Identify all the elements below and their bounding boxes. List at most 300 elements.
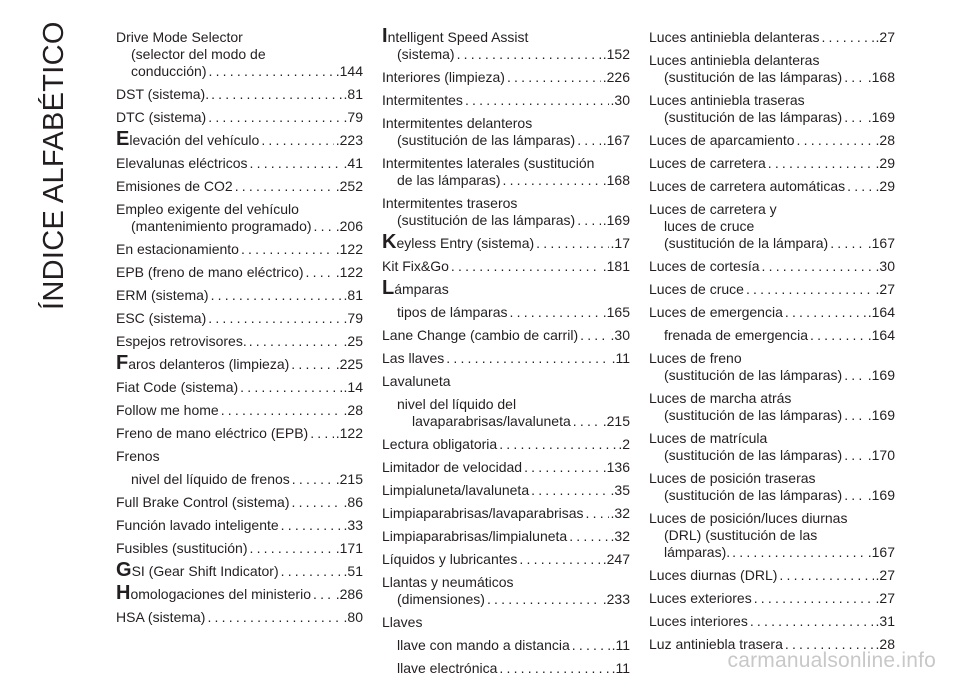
- entry-line: [116, 63, 363, 80]
- entry-label: Luces de posición traseras: [649, 470, 816, 486]
- entry-label: (sustitución de las lámparas): [397, 132, 576, 148]
- entry-page-number: .165: [602, 304, 630, 320]
- leader-dots: [451, 258, 601, 275]
- entry-line: [649, 527, 895, 544]
- entry-line: [649, 235, 895, 252]
- index-entry: [116, 559, 363, 581]
- entry-page-number: .167: [867, 235, 895, 251]
- index-entry: [649, 281, 895, 298]
- watermark: carmanualsonline.info: [727, 649, 936, 672]
- entry-line: [649, 29, 895, 46]
- leader-dots: [577, 132, 601, 149]
- entry-label: Emisiones de CO2: [116, 178, 233, 194]
- entry-line: [382, 591, 630, 608]
- entry-page-number: .86: [343, 494, 363, 510]
- index-entry: [649, 613, 895, 630]
- entry-label: Intermitentes traseros: [382, 195, 518, 211]
- entry-page-number: .122: [335, 425, 363, 441]
- entry-line: [382, 69, 630, 86]
- leader-dots: [519, 551, 600, 568]
- entry-line: [382, 25, 630, 47]
- entry-page-number: .168: [602, 172, 630, 188]
- leader-dots: [732, 544, 866, 561]
- leader-dots: [446, 350, 609, 367]
- entry-label: Frenos: [116, 448, 160, 464]
- entry-page-number: .11: [611, 637, 630, 653]
- entry-page-number: .286: [335, 586, 363, 602]
- entry-page-number: .30: [875, 258, 895, 274]
- entry-page-number: .33: [343, 517, 363, 533]
- entry-label: ERM (sistema): [116, 287, 209, 303]
- entry-label: lavaparabrisas/lavaluneta: [412, 413, 571, 429]
- entry-line: [116, 86, 363, 103]
- leader-dots: [292, 471, 334, 488]
- entry-label: Las llaves: [382, 350, 445, 366]
- entry-line: [649, 430, 895, 447]
- leader-dots: [313, 586, 334, 603]
- index-entry: [382, 660, 630, 677]
- index-entry: [382, 277, 630, 299]
- index-entry: [382, 327, 630, 344]
- index-entry: [382, 614, 630, 631]
- entry-label: Luces interiores: [649, 613, 748, 629]
- entry-page-number: .31: [875, 613, 895, 629]
- leader-dots: [768, 155, 874, 172]
- entry-page-number: .79: [343, 109, 363, 125]
- index-entry: [382, 459, 630, 476]
- leader-dots: [235, 178, 334, 195]
- index-entry: [649, 590, 895, 607]
- entry-page-number: .35: [610, 482, 630, 498]
- entry-label: (sustitución de las lámparas): [397, 212, 576, 228]
- entry-line: [116, 264, 363, 281]
- leader-dots: [750, 613, 874, 630]
- entry-label: DST (sistema).: [116, 86, 210, 102]
- entry-line: [382, 574, 630, 591]
- entry-line: [116, 559, 363, 581]
- entry-label: En estacionamiento: [116, 241, 239, 257]
- index-entry: [116, 109, 363, 126]
- index-entry: [116, 310, 363, 327]
- entry-line: [116, 582, 363, 604]
- entry-label: Lavaluneta: [382, 373, 451, 389]
- entry-page-number: .28: [343, 402, 363, 418]
- index-entry: [382, 436, 630, 453]
- entry-label: (sustitución de las lámparas): [664, 487, 843, 503]
- entry-line: [382, 212, 630, 229]
- leader-dots: [586, 505, 609, 522]
- leader-dots: [844, 447, 866, 464]
- index-entry: [649, 567, 895, 584]
- entry-page-number: .169: [602, 212, 630, 228]
- index-entry: [116, 86, 363, 103]
- index-entry: [116, 494, 363, 511]
- entry-label: Luces de carretera y: [649, 201, 777, 217]
- leader-dots: [291, 356, 333, 373]
- entry-line: [397, 660, 630, 677]
- leader-dots: [844, 109, 866, 126]
- entry-page-number: .32: [610, 505, 630, 521]
- entry-page-number: .2: [618, 436, 630, 452]
- entry-label: DTC (sistema): [116, 109, 207, 125]
- entry-label: Faros delanteros (limpieza): [116, 352, 290, 374]
- index-entry: [382, 155, 630, 189]
- index-column-2: [382, 25, 630, 683]
- leader-dots: [779, 567, 873, 584]
- entry-label: Interiores (limpieza): [382, 69, 505, 85]
- entry-line: [116, 448, 363, 465]
- leader-dots: [797, 132, 874, 149]
- entry-label: Luces antiniebla delanteras: [649, 29, 820, 45]
- leader-dots: [569, 528, 608, 545]
- entry-line: [649, 304, 895, 321]
- entry-line: [382, 482, 630, 499]
- entry-line: [649, 92, 895, 109]
- entry-label: llave electrónica: [397, 660, 498, 676]
- entry-page-number: .30: [610, 327, 630, 343]
- index-entry: [382, 231, 630, 253]
- index-entry: [649, 327, 895, 344]
- index-entry: [382, 574, 630, 608]
- entry-label: Luces exteriores: [649, 590, 752, 606]
- leader-dots: [524, 459, 601, 476]
- side-title-text: ÍNDICE ALFABÉTICO: [38, 21, 70, 310]
- entry-line: [116, 155, 363, 172]
- leader-dots: [310, 425, 334, 442]
- entry-line: [116, 201, 363, 218]
- index-entry: [382, 373, 630, 390]
- leader-dots: [810, 327, 866, 344]
- entry-label: Lane Change (cambio de carril): [382, 327, 579, 343]
- entry-label: (DRL) (sustitución de las: [664, 527, 818, 543]
- index-entry: [649, 52, 895, 86]
- index-entry: [116, 471, 363, 488]
- leader-dots: [221, 402, 342, 419]
- entry-page-number: .226: [602, 69, 630, 85]
- index-entry: [116, 29, 363, 80]
- entry-label: Intermitentes laterales (sustitución: [382, 155, 595, 171]
- leader-dots: [209, 63, 334, 80]
- index-entry: [382, 350, 630, 367]
- entry-page-number: .136: [602, 459, 630, 475]
- index-entry: [116, 155, 363, 172]
- entry-line: [382, 132, 630, 149]
- entry-label: (dimensiones): [397, 591, 485, 607]
- entry-line: [382, 277, 630, 299]
- entry-line: [116, 128, 363, 150]
- entry-label: (sustitución de las lámparas): [664, 69, 843, 85]
- entry-label: Intermitentes delanteros: [382, 115, 533, 131]
- index-entry: [649, 155, 895, 172]
- index-entry: [382, 482, 630, 499]
- entry-label: Luces de carretera automáticas: [649, 178, 846, 194]
- entry-label: Limitador de velocidad: [382, 459, 523, 475]
- index-entry: [116, 540, 363, 557]
- leader-dots: [572, 637, 610, 654]
- index-entry: [116, 425, 363, 442]
- entry-label: Luces de aparcamiento: [649, 132, 795, 148]
- entry-label: Lectura obligatoria: [382, 436, 498, 452]
- entry-page-number: .171: [335, 540, 363, 556]
- leader-dots: [499, 436, 616, 453]
- entry-line: [116, 517, 363, 534]
- entry-line: [649, 390, 895, 407]
- leader-dots: [249, 333, 342, 350]
- entry-line: [116, 29, 363, 46]
- entry-line: [649, 407, 895, 424]
- entry-line: [116, 494, 363, 511]
- index-entry: [382, 25, 630, 63]
- entry-label: Kit Fix&Go: [382, 258, 449, 274]
- entry-label: frenada de emergencia: [664, 327, 808, 343]
- entry-page-number: .41: [343, 155, 363, 171]
- index-entry: [116, 448, 363, 465]
- entry-line: [382, 92, 630, 109]
- entry-page-number: .80: [343, 609, 363, 625]
- entry-page-number: .233: [602, 591, 630, 607]
- index-side-title: [34, 20, 84, 310]
- leader-dots: [465, 92, 609, 109]
- entry-line: [649, 470, 895, 487]
- entry-page-number: .32: [610, 528, 630, 544]
- entry-line: [116, 287, 363, 304]
- entry-label: (sustitución de las lámparas): [664, 367, 843, 383]
- entry-line: [382, 258, 630, 275]
- entry-line: [649, 590, 895, 607]
- entry-label: llave con mando a distancia: [397, 637, 570, 653]
- entry-label: EPB (freno de mano eléctrico): [116, 264, 304, 280]
- index-entry: [116, 517, 363, 534]
- entry-page-number: .27: [875, 590, 895, 606]
- entry-line: [382, 172, 630, 189]
- entry-line: [382, 155, 630, 172]
- entry-page-number: .144: [335, 63, 363, 79]
- entry-label: Drive Mode Selector: [116, 29, 243, 45]
- entry-line: [649, 109, 895, 126]
- entry-label: Luces de freno: [649, 350, 742, 366]
- index-entry: [649, 430, 895, 464]
- leader-dots: [211, 86, 341, 103]
- leader-dots: [250, 540, 334, 557]
- entry-label: (sustitución de la lámpara): [664, 235, 829, 251]
- index-entry: [382, 69, 630, 86]
- index-entry: [116, 241, 363, 258]
- entry-label: Freno de mano eléctrico (EPB): [116, 425, 309, 441]
- leader-dots: [573, 413, 601, 430]
- entry-label: Llantas y neumáticos: [382, 574, 514, 590]
- leader-dots: [746, 281, 874, 298]
- index-entry: [116, 128, 363, 150]
- entry-line: [116, 46, 363, 63]
- entry-label: Intelligent Speed Assist: [382, 25, 529, 47]
- entry-page-number: .29: [875, 155, 895, 171]
- entry-page-number: .164: [867, 327, 895, 343]
- index-entry: [382, 505, 630, 522]
- entry-page-number: .81: [343, 287, 363, 303]
- index-entry: [382, 195, 630, 229]
- entry-label: (mantenimiento programado): [131, 218, 312, 234]
- entry-line: [382, 614, 630, 631]
- index-entry: [382, 528, 630, 545]
- index-entry: [649, 350, 895, 384]
- leader-dots: [503, 172, 601, 189]
- entry-line: [649, 52, 895, 69]
- entry-label: Limpialuneta/lavaluneta: [382, 482, 530, 498]
- entry-label: de las lámparas): [397, 172, 501, 188]
- index-entry: [382, 115, 630, 149]
- entry-label: Lámparas: [382, 277, 449, 299]
- entry-line: [649, 201, 895, 218]
- entry-line: [649, 69, 895, 86]
- leader-dots: [510, 304, 601, 321]
- entry-page-number: .168: [867, 69, 895, 85]
- leader-dots: [785, 304, 866, 321]
- entry-page-number: .215: [602, 413, 630, 429]
- entry-line: [649, 613, 895, 630]
- entry-page-number: .27: [875, 281, 895, 297]
- leader-dots: [306, 264, 334, 281]
- entry-page-number: .170: [867, 447, 895, 463]
- entry-page-number: .122: [335, 241, 363, 257]
- entry-line: [649, 281, 895, 298]
- entry-line: [382, 551, 630, 568]
- entry-label: Líquidos y lubricantes: [382, 551, 518, 567]
- leader-dots: [580, 327, 608, 344]
- index-entry: [649, 178, 895, 195]
- entry-line: [649, 447, 895, 464]
- index-entry: [116, 178, 363, 195]
- entry-line: [382, 373, 630, 390]
- entry-label: Luces diurnas (DRL): [649, 567, 778, 583]
- index-entry: [382, 637, 630, 654]
- entry-label: Función lavado inteligente: [116, 517, 279, 533]
- index-entry: [116, 333, 363, 350]
- entry-page-number: .17: [610, 235, 630, 251]
- leader-dots: [754, 590, 874, 607]
- index-entry: [116, 379, 363, 396]
- entry-line: [382, 327, 630, 344]
- entry-line: [382, 350, 630, 367]
- entry-label: Fusibles (sustitución): [116, 540, 248, 556]
- entry-label: tipos de lámparas: [397, 304, 508, 320]
- leader-dots: [830, 235, 866, 252]
- entry-label: Homologaciones del ministerio: [116, 582, 311, 604]
- entry-line: [649, 155, 895, 172]
- index-entry: [116, 201, 363, 235]
- leader-dots: [314, 218, 334, 235]
- entry-page-number: .169: [867, 367, 895, 383]
- leader-dots: [240, 379, 341, 396]
- entry-label: Keyless Entry (sistema): [382, 231, 535, 253]
- entry-line: [382, 528, 630, 545]
- index-column-3: [649, 29, 895, 659]
- entry-label: Luces de emergencia: [649, 304, 783, 320]
- index-entry: [382, 304, 630, 321]
- entry-line: [397, 304, 630, 321]
- entry-page-number: .152: [602, 46, 630, 62]
- index-entry: [382, 92, 630, 109]
- entry-line: [116, 218, 363, 235]
- entry-page-number: .11: [611, 350, 630, 366]
- entry-line: [382, 195, 630, 212]
- entry-line: [649, 510, 895, 527]
- entry-page-number: .14: [343, 379, 363, 395]
- entry-line: [116, 425, 363, 442]
- entry-line: [116, 352, 363, 374]
- index-entry: [649, 510, 895, 561]
- entry-page-number: .27: [875, 29, 895, 45]
- entry-label: (sustitución de las lámparas): [664, 447, 843, 463]
- entry-label: Elevalunas eléctricos: [116, 155, 248, 171]
- entry-label: ESC (sistema): [116, 310, 207, 326]
- entry-line: [382, 115, 630, 132]
- entry-line: [382, 231, 630, 253]
- entry-line: [116, 379, 363, 396]
- leader-dots: [536, 235, 608, 252]
- leader-dots: [241, 241, 334, 258]
- entry-page-number: .167: [602, 132, 630, 148]
- leader-dots: [499, 660, 609, 677]
- leader-dots: [208, 310, 341, 327]
- entry-line: [382, 505, 630, 522]
- entry-line: [397, 413, 630, 430]
- index-entry: [116, 582, 363, 604]
- leader-dots: [261, 132, 333, 149]
- entry-label: (sustitución de las lámparas): [664, 407, 843, 423]
- entry-label: (sistema): [397, 46, 455, 62]
- entry-label: Luces de cortesía: [649, 258, 760, 274]
- entry-line: [649, 218, 895, 235]
- index-entry: [116, 402, 363, 419]
- entry-line: [649, 350, 895, 367]
- index-entry: [649, 132, 895, 149]
- entry-label: lámparas).: [664, 544, 731, 560]
- index-entry: [116, 352, 363, 374]
- index-entry: [649, 258, 895, 275]
- entry-page-number: .30: [610, 92, 630, 108]
- entry-page-number: .206: [335, 218, 363, 234]
- leader-dots: [250, 155, 342, 172]
- entry-label: (sustitución de las lámparas): [664, 109, 843, 125]
- entry-line: [116, 333, 363, 350]
- index-entry: [649, 92, 895, 126]
- entry-page-number: .225: [335, 356, 363, 372]
- index-entry: [382, 258, 630, 275]
- entry-label: Luces antiniebla delanteras: [649, 52, 820, 68]
- leader-dots: [211, 287, 342, 304]
- entry-line: [649, 567, 895, 584]
- entry-line: [116, 310, 363, 327]
- leader-dots: [844, 69, 866, 86]
- entry-page-number: .28: [875, 636, 895, 652]
- index-entry: [649, 201, 895, 252]
- index-entry: [116, 264, 363, 281]
- entry-label: Limpiaparabrisas/limpialuneta: [382, 528, 568, 544]
- index-entry: [116, 287, 363, 304]
- index-column-1: [116, 29, 363, 632]
- entry-page-number: .25: [343, 333, 363, 349]
- leader-dots: [844, 407, 866, 424]
- entry-label: Espejos retrovisores.: [116, 333, 247, 349]
- leader-dots: [281, 563, 342, 580]
- entry-page-number: .169: [867, 487, 895, 503]
- entry-line: [131, 471, 363, 488]
- leader-dots: [507, 69, 601, 86]
- leader-dots: [847, 178, 873, 195]
- entry-label: Full Brake Control (sistema): [116, 494, 290, 510]
- leader-dots: [487, 591, 601, 608]
- leader-dots: [531, 482, 608, 499]
